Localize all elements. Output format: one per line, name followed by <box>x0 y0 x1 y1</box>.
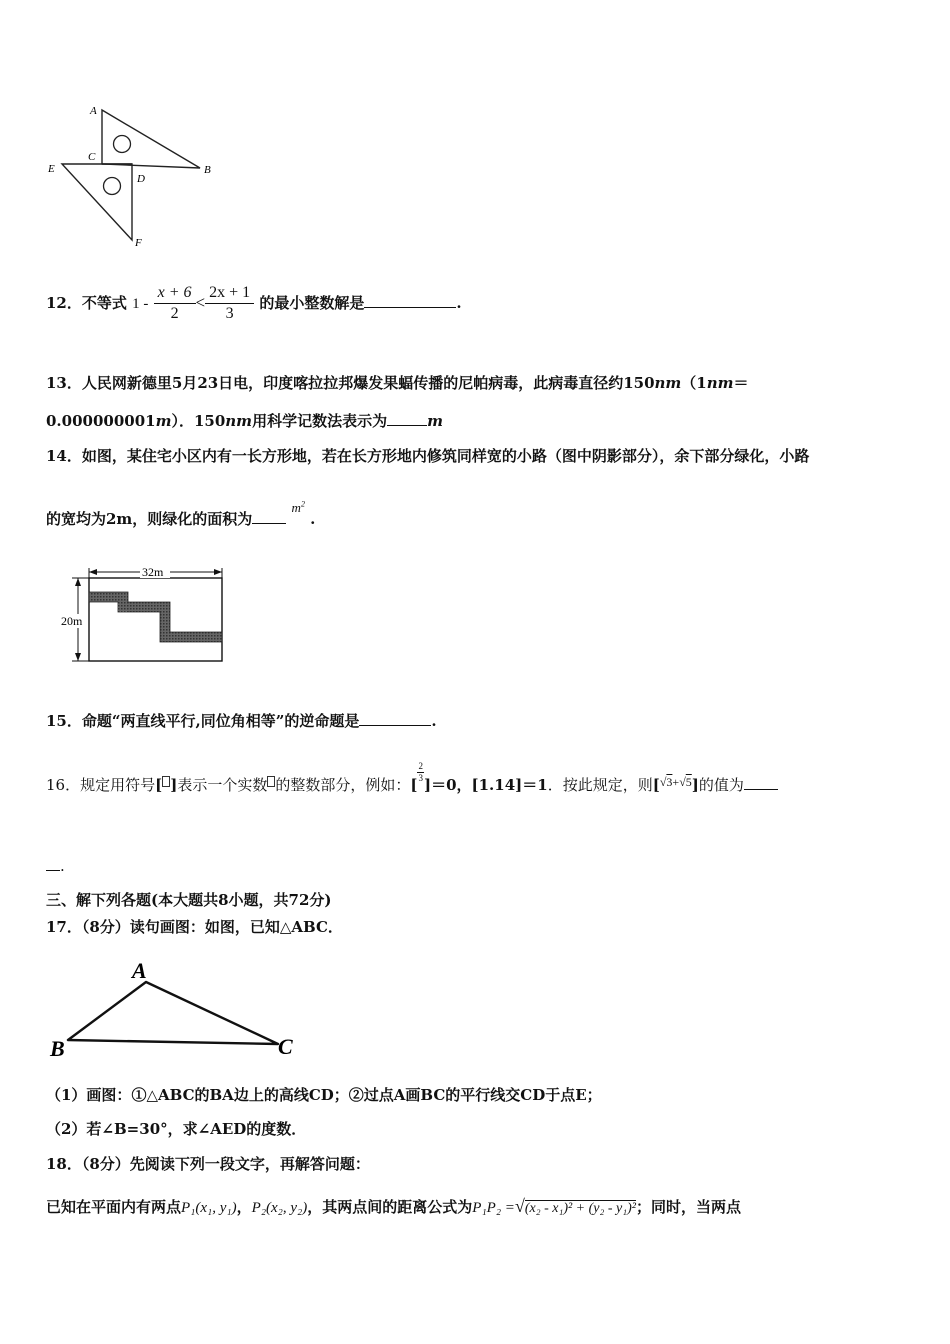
q13-paren: （1 <box>681 374 707 392</box>
q18-sep: ， <box>236 1198 252 1216</box>
q12-tail: 的最小整数解是 <box>259 293 365 312</box>
q12-end: . <box>456 293 462 312</box>
q13-tail: 用科学记数法表示为 <box>252 412 388 430</box>
q15-end: . <box>431 712 437 730</box>
q18-line1-a: 已知在平面内有两点 <box>46 1198 182 1216</box>
question-17-sub-1: （1）画图：①△ABC的BA边上的高线CD；②过点A画BC的平行线交CD于点E； <box>46 1086 602 1104</box>
q13-unit-nm-3: nm <box>225 412 253 430</box>
q16-answer-blank <box>744 775 778 790</box>
q16-answer-blank-2 <box>46 856 60 871</box>
q14-answer-blank <box>252 509 286 524</box>
q13-number: 13． <box>46 374 82 392</box>
q16-example-1-value: ＝0， <box>431 776 472 794</box>
circle-lower <box>104 178 121 195</box>
q15-text: 命题“两直线平行,同位角相等”的逆命题是 <box>81 712 360 730</box>
q18-line1-b: ，其两点间的距离公式为 <box>307 1198 473 1216</box>
label-b: B <box>204 164 211 176</box>
label-d: D <box>137 173 145 185</box>
label-a: A <box>90 105 97 117</box>
question-18-line-1 <box>46 1196 741 1217</box>
circle-upper <box>114 136 131 153</box>
q18-point-p2: P₂(x₂, y₂) <box>251 1200 308 1216</box>
triangle-abc <box>102 110 200 168</box>
q18-text: （8分）先阅读下列一段文字，再解答问题： <box>81 1155 370 1173</box>
q17-number: 17． <box>46 918 82 936</box>
q12-number: 12． <box>46 293 82 312</box>
q16-end: . <box>60 857 65 875</box>
q14-line1: 如图，某住宅小区内有一长方形地，若在长方形地内修筑同样宽的小路（图中阴影部分），余下部分绿化，小路 <box>81 447 810 465</box>
question-16-continuation <box>46 856 65 875</box>
q14-number: 14． <box>46 447 82 465</box>
q16-part5: 的值为 <box>698 776 744 794</box>
triangle-def <box>62 164 132 240</box>
width-label: 32m <box>142 566 164 579</box>
vertex-c: C <box>278 1034 293 1059</box>
question-13-line-2 <box>46 410 443 431</box>
height-label: 20m <box>61 614 83 628</box>
q12-fraction-1: $\frac{x + 6}{2}$ <box>154 284 196 324</box>
q17-text: （8分）读句画图：如图，已知△ABC． <box>81 918 343 936</box>
q16-example-1: [ $\frac{2}{3}$ ] <box>410 761 432 794</box>
q12-one-minus: 1 - <box>132 295 149 312</box>
q13-line1: 人民网新德里5月23日电，印度喀拉拉邦爆发果蝠传播的尼帕病毒，此病毒直径约150 <box>81 374 655 392</box>
q12-lead: 不等式 <box>81 293 127 312</box>
q18-point-p1: P₁(x₁, y₁) <box>181 1200 237 1216</box>
q16-bracket-close: ] <box>170 776 178 794</box>
question-17-sub-2: （2）若∠B=30°，求∠AED的度数． <box>46 1120 307 1138</box>
section-3-heading: 三、解下列各题(本大题共8小题，共72分) <box>46 891 332 909</box>
q18-line1-c: ；同时，当两点 <box>635 1198 741 1216</box>
q16-expression: [$^{√3+√5}$] <box>652 775 699 794</box>
q16-bracket-open: [ <box>155 776 163 794</box>
question-17 <box>46 916 343 937</box>
q15-answer-blank <box>359 711 431 726</box>
q12-answer-blank <box>364 293 456 308</box>
label-f: F <box>135 237 142 249</box>
q16-part2: 表示一个实数 <box>177 776 268 794</box>
q14-line2: 的宽均为2m，则绿化的面积为 <box>46 510 253 528</box>
q13-unit-nm-2: nm <box>706 374 734 392</box>
q13-value: 0.000000001 <box>46 412 156 430</box>
plot-rectangle <box>89 578 222 661</box>
q18-sqrt-sign: √ <box>514 1196 525 1216</box>
q14-unit: $m^2$ <box>291 499 305 515</box>
shaded-path <box>89 592 222 642</box>
figure-rectangle-paths <box>58 566 233 670</box>
q12-less-than: < <box>195 292 206 312</box>
triangle-abc-shape <box>68 982 278 1044</box>
figure-triangle-abc <box>46 960 306 1060</box>
question-12 <box>46 284 462 324</box>
q14-end: . <box>310 510 316 528</box>
question-13-line-1 <box>46 372 749 393</box>
label-e: E <box>48 163 55 175</box>
q18-formula-lhs: P₁P₂ = <box>472 1200 515 1216</box>
q16-number: 16． <box>46 776 81 794</box>
figure-two-triangles <box>40 96 230 256</box>
question-14-line-2 <box>46 499 316 529</box>
q13-mid: ）．150 <box>171 412 226 430</box>
q16-part3: 的整数部分，例如： <box>275 776 411 794</box>
q12-fraction-2: $\frac{2x + 1}{3}$ <box>205 284 254 324</box>
label-c: C <box>88 151 96 163</box>
q16-part1: 规定用符号 <box>80 776 156 794</box>
question-18 <box>46 1153 370 1174</box>
q16-part4: ．按此规定，则 <box>547 776 653 794</box>
q13-answer-unit: m <box>427 412 443 430</box>
q15-number: 15． <box>46 712 82 730</box>
q16-example-2: [1.14]＝1 <box>471 776 548 794</box>
q13-unit-nm: nm <box>654 374 682 392</box>
q13-equals: ＝ <box>733 374 749 392</box>
q18-formula-radicand: (x₂ - x₁)² + (y₂ - y₁)² <box>524 1201 636 1216</box>
vertex-a: A <box>132 960 147 983</box>
q18-number: 18． <box>46 1155 82 1173</box>
shaded-path-2 <box>118 602 128 612</box>
question-16 <box>46 761 778 797</box>
q13-unit-m: m <box>155 412 172 430</box>
question-14-line-1 <box>46 445 809 466</box>
question-15 <box>46 710 437 731</box>
vertex-b: B <box>50 1036 65 1060</box>
q13-answer-blank <box>387 411 427 426</box>
